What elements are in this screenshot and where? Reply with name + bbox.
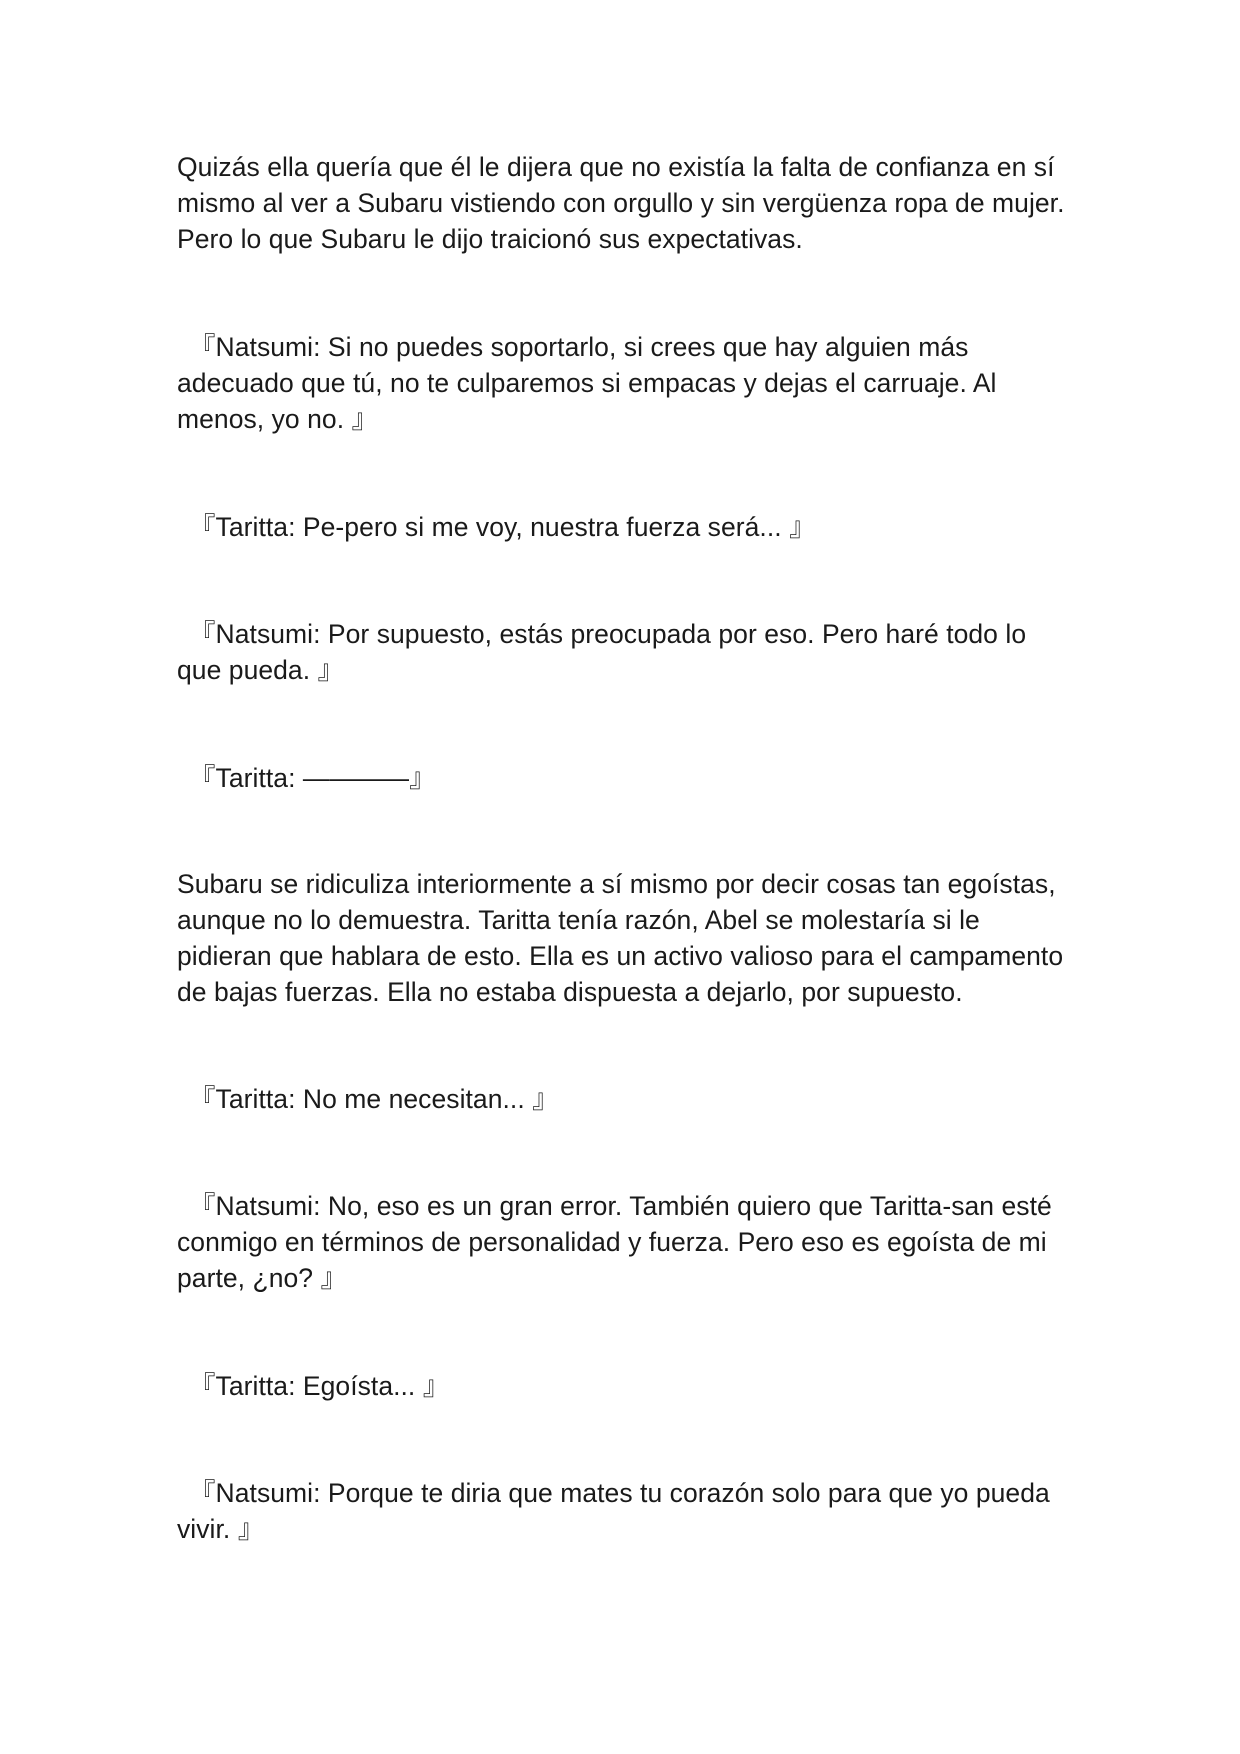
paragraph-dialogue-taritta-1: 『Taritta: Pe-pero si me voy, nuestra fuerza será... 』 bbox=[189, 512, 816, 542]
paragraph-narration-1: Quizás ella quería que él le dijera que no existía la falta de confianza en sí mismo al ver a Subaru vistiendo con orgullo y sin vergüenza ropa de mujer. Pero lo que Subaru le dijo traicionó sus expectativas. bbox=[177, 152, 1065, 254]
paragraph-dialogue-taritta-4: 『Taritta: Egoísta... 』 bbox=[189, 1371, 450, 1401]
paragraph-dialogue-natsumi-3: 『Natsumi: No, eso es un gran error. También quiero que Taritta-san esté conmigo en términos de personalidad y fuerza. Pero eso es egoísta de mi parte, ¿no? 』 bbox=[177, 1191, 1052, 1293]
paragraph-dialogue-natsumi-2: 『Natsumi: Por supuesto, estás preocupada por eso. Pero haré todo lo que pueda. 』 bbox=[177, 619, 1027, 685]
paragraph-narration-2: Subaru se ridiculiza interiormente a sí mismo por decir cosas tan egoístas, aunque no lo demuestra. Taritta tenía razón, Abel se molestaría si le pidieran que hablara de esto. Ella es un activo valioso para el campamento de bajas fuerzas. Ella no estaba dispuesta a dejarlo, por supuesto. bbox=[177, 869, 1064, 1007]
paragraph-dialogue-taritta-3: 『Taritta: No me necesitan... 』 bbox=[189, 1084, 559, 1114]
paragraph-dialogue-natsumi-1: 『Natsumi: Si no puedes soportarlo, si crees que hay alguien más adecuado que tú, no te culparemos si empacas y dejas el carruaje. Al menos, yo no. 』 bbox=[177, 332, 997, 434]
paragraph-dialogue-natsumi-4: 『Natsumi: Porque te diria que mates tu corazón solo para que yo pueda vivir. 』 bbox=[177, 1478, 1050, 1544]
paragraph-dialogue-taritta-2: 『Taritta: ————』 bbox=[189, 763, 436, 793]
